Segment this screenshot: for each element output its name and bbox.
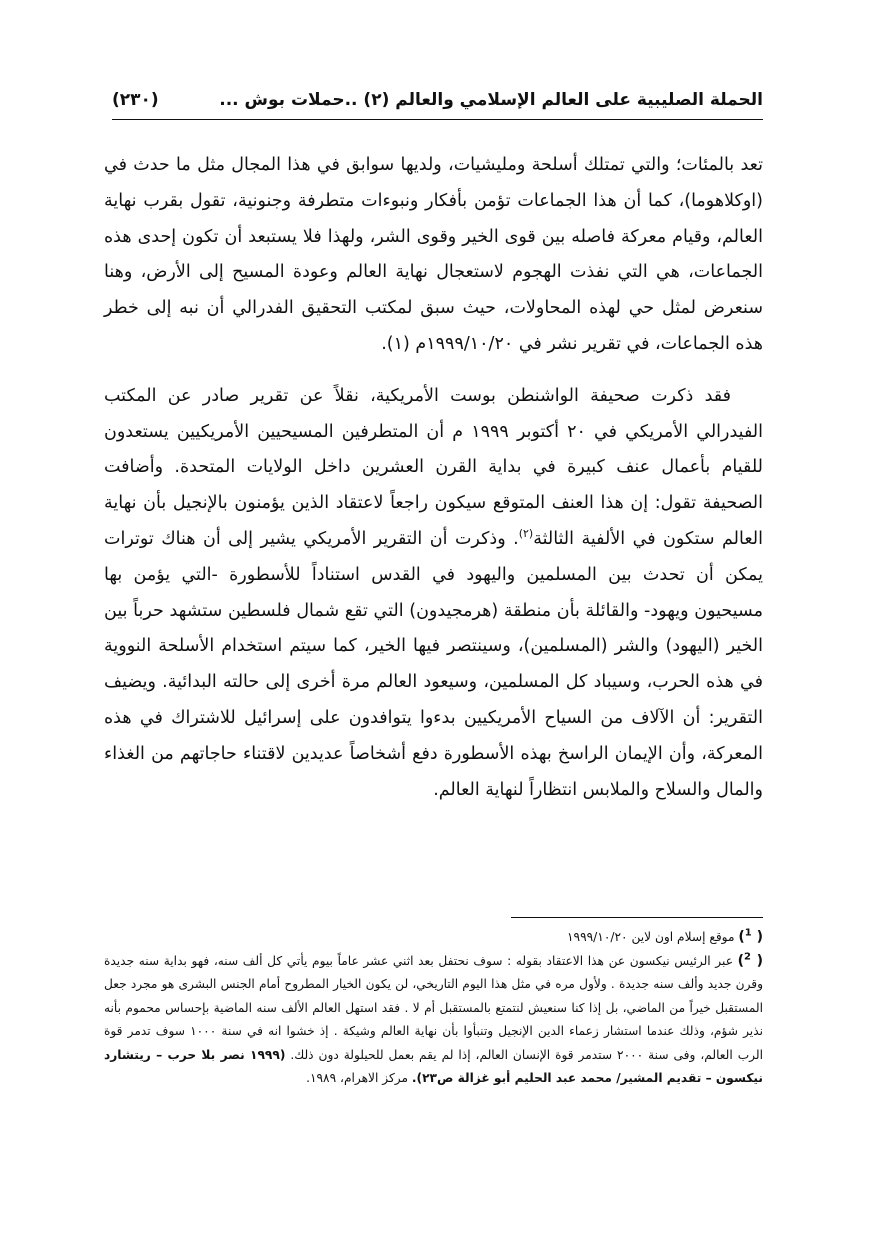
running-header bbox=[112, 88, 763, 120]
header-divider bbox=[112, 119, 763, 120]
footnote-2-text: عبر الرئيس نيكسون عن هذا الاعتقاد بقوله : سوف نحتفل بعد اثني عشر عاماً بيوم يأتي كل ألف سنه، فهو بداية سنه جديدة وقرن جديد وألف سنه جديدة . ولأول مره في مثل هذا اليوم التاريخي، لن يكون الخيار المطروح أمام الجنس البشرى هو مجرد جعل المستقبل خيراً من الماضي، بل إذا كنا سنعيش لنتمتع بالمستقبل أم لا . فقد استهل العالم الألف سنه الماضية بإحساس محموم بأنه نذير شؤم، وذلك عندما استشار زعماء الدين الإنجيل وتنبأوا بأن نهاية العالم وشيكة . إذ خشوا انه في سنة ١٠٠٠ سوف تدمر قوة الرب العالم، وفى سنة ٢٠٠٠ ستدمر قوة الإنسان العالم، إذا لم يقم بعمل للحيلولة دون ذلك. bbox=[104, 953, 763, 1062]
footnote-2-publisher: مركز الاهرام، ١٩٨٩. bbox=[306, 1071, 412, 1085]
footnote-2-source: (١٩٩٩ نصر بلا حرب – ريتشارد نيكسون – تقديم المشير/ محمد عبد الحليم أبو غزالة ص٢٣). bbox=[104, 1047, 763, 1085]
paragraph-2 bbox=[104, 379, 763, 809]
main-text bbox=[104, 148, 763, 808]
page-number: (٢٣٠) bbox=[112, 90, 159, 110]
footnote-2-marker: ( $^2$) bbox=[737, 950, 763, 969]
footnote-2 bbox=[104, 950, 763, 1091]
paragraph-2-part-2: . وذكرت أن التقرير الأمريكي يشير إلى أن هناك توترات يمكن أن تحدث بين المسلمين واليهود في القدس استناداً للأسطورة -التي يؤمن بها مسيحيون ويهود- والقائلة بأن منطقة (هرمجيدون) التي تقع شمال فلسطين ستشهد حرباً بين الخير (اليهود) والشر (المسلمين)، وسينتصر فيها الخير، كما سيتم استخدام الأسلحة النووية في هذه الحرب، وسيباد كل المسلمين، وسيعود العالم مرة أخرى إلى حالته البدائية. ويضيف التقرير: أن الآلاف من السياح الأمريكيين بدءوا يتوافدون على إسرائيل للاشتراك في هذه المعركة، وأن الإيمان الراسخ بهذه الأسطورة دفع أشخاصاً عديدين لاقتناء حاجاتهم من الغذاء والمال والسلاح والملابس انتظاراً لنهاية العالم. bbox=[104, 528, 763, 800]
footnote-1-text: موقع إسلام اون لاين ١٩٩٩/١٠/٢٠ bbox=[566, 930, 735, 944]
header-title: الحملة الصليبية على العالم الإسلامي والعالم (٢) ..حملات بوش ... bbox=[219, 90, 763, 110]
paragraph-2-part-1: فقد ذكرت صحيفة الواشنطن بوست الأمريكية، نقلاً عن تقرير صادر عن المكتب الفيدرالي الأمريكي في ٢٠ أكتوبر ١٩٩٩ م أن المتطرفين المسيحيين الأمريكيين يستعدون للقيام بأعمال عنف كبيرة في بداية القرن العشرين داخل الولايات المتحدة. وأضافت الصحيفة تقول: إن هذا العنف المتوقع سيكون راجعاً لاعتقاد الذين يؤمنون بالإنجيل بأن نهاية العالم ستكون في الألفية الثالثة bbox=[104, 385, 763, 549]
footnote-1-marker: ( $^1$) bbox=[738, 927, 763, 945]
footnote-divider bbox=[511, 917, 763, 918]
footnote-1 bbox=[104, 926, 763, 950]
footnote-reference-2: (٢) bbox=[518, 527, 534, 541]
footnotes bbox=[104, 926, 763, 1091]
footnote-2-number: 2 bbox=[744, 950, 751, 962]
paragraph-1: تعد بالمئات؛ والتي تمتلك أسلحة ومليشيات، ولديها سوابق في هذا المجال مثل ما حدث في (اوكلاهوما)، كما أن هذا الجماعات تؤمن بأفكار ونبوءات متطرفة وجنونية، تقول بقرب نهاية العالم، وقيام معركة فاصله بين قوى الخير وقوى الشر، ولهذا فلا يستبعد أن تكون إحدى هذه الجماعات، هي التي نفذت الهجوم لاستعجال نهاية العالم وعودة المسيح إلى الأرض، وهنا سنعرض لمثل حي لهذه المحاولات، حيث سبق لمكتب التحقيق الفدرالي أن نبه إلى خطر هذه الجماعات، في تقرير نشر في ١٩٩٩/١٠/٢٠م (١). bbox=[104, 155, 763, 354]
footnote-1-number: 1 bbox=[744, 927, 752, 939]
